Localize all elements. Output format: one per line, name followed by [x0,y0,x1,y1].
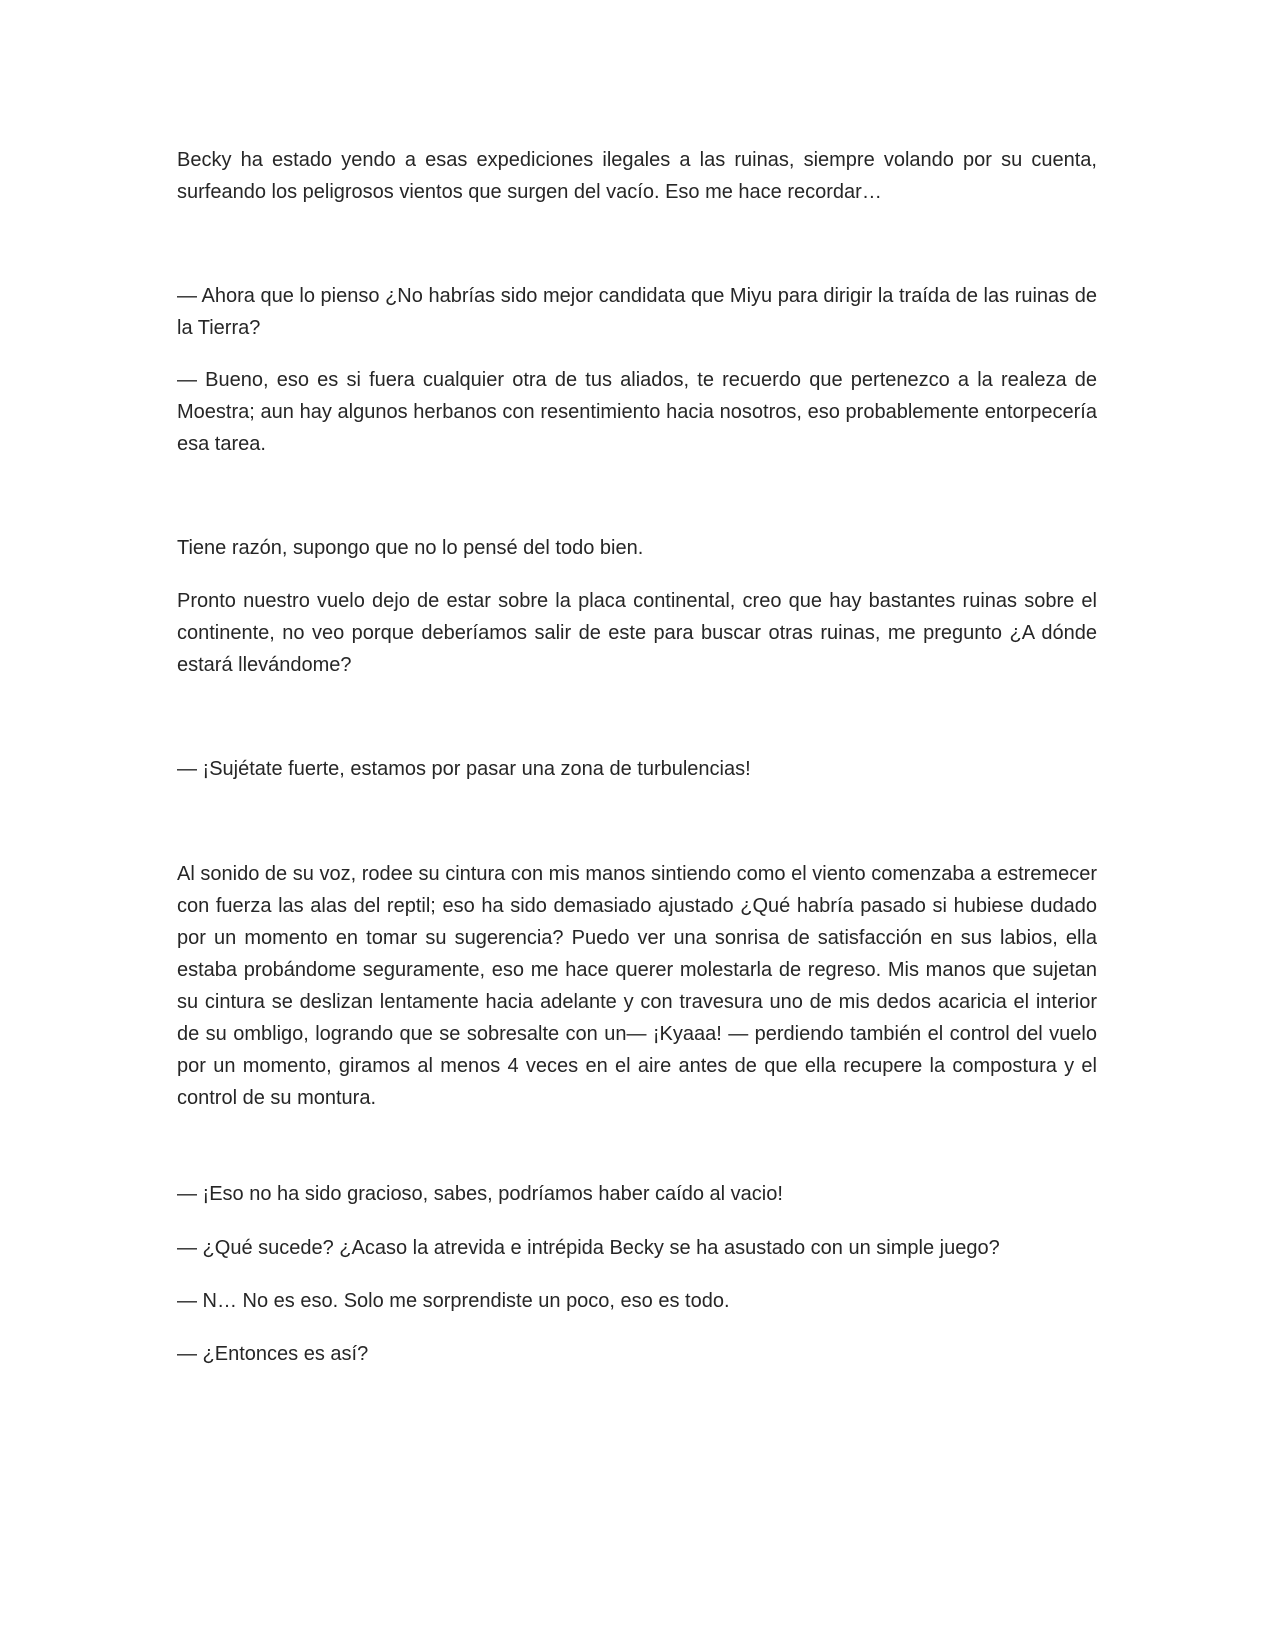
paragraph-1: Becky ha estado yendo a esas expediciones ilegales a las ruinas, siempre volando por su cuenta, surfeando los peligrosos vientos que surgen del vacío. Eso me hace recordar… [177,149,1097,203]
paragraph-9: — ¿Qué sucede? ¿Acaso la atrevida e intrépida Becky se ha asustado con un simple juego? [177,1237,1000,1259]
paragraph-7: Al sonido de su voz, rodee su cintura con mis manos sintiendo como el viento comenzaba a estremecer con fuerza las alas del reptil; eso ha sido demasiado ajustado ¿Qué habría pasado si hubiese dudado por un momento en tomar su sugerencia? Puedo ver una sonrisa de satisfacción en sus labios, ella estaba probándome seguramente, eso me hace querer molestarla de regreso. Mis manos que sujetan su cintura se deslizan lentamente hacia adelante y con travesura uno de mis dedos acaricia el interior de su ombligo, logrando que se sobresalte con un— ¡Kyaaa! — perdiendo también el control del vuelo por un momento, giramos al menos 4 veces en el aire antes de que ella recupere la compostura y el control de su montura. [177,863,1097,1109]
paragraph-2: — Ahora que lo pienso ¿No habrías sido mejor candidata que Miyu para dirigir la traída de las ruinas de la Tierra? [177,285,1097,339]
paragraph-6: — ¡Sujétate fuerte, estamos por pasar una zona de turbulencias! [177,758,751,780]
paragraph-11: — ¿Entonces es así? [177,1343,369,1365]
paragraph-10: — N… No es eso. Solo me sorprendiste un poco, eso es todo. [177,1290,730,1312]
paragraph-4: Tiene razón, supongo que no lo pensé del todo bien. [177,537,644,559]
paragraph-3: — Bueno, eso es si fuera cualquier otra de tus aliados, te recuerdo que pertenezco a la realeza de Moestra; aun hay algunos herbanos con resentimiento hacia nosotros, eso probablemente entorpecería esa tarea. [177,369,1097,455]
paragraph-8: — ¡Eso no ha sido gracioso, sabes, podríamos haber caído al vacio! [177,1183,783,1205]
paragraph-5: Pronto nuestro vuelo dejo de estar sobre la placa continental, creo que hay bastantes ruinas sobre el continente, no veo porque deberíamos salir de este para buscar otras ruinas, me pregunto ¿A dónde estará llevándome? [177,590,1097,676]
